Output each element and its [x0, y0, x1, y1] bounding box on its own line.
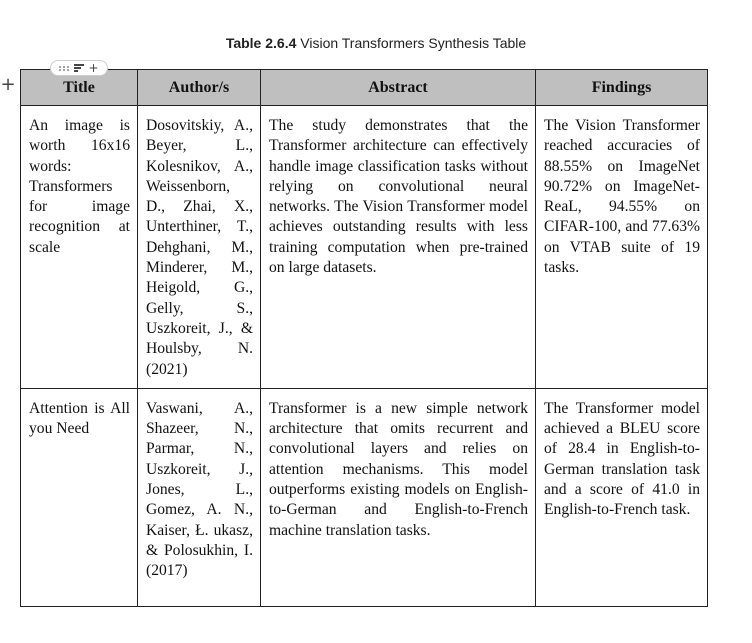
synthesis-table [20, 69, 708, 607]
column-handle[interactable] [50, 60, 108, 76]
caption-text: Vision Transformers Synthesis Table [296, 35, 527, 51]
column-options-icon[interactable] [74, 64, 84, 72]
table-caption [0, 35, 752, 51]
add-row-icon[interactable]: + [0, 74, 16, 95]
caption-label: Table 2.6.4 [225, 35, 297, 51]
add-column-icon[interactable]: + [88, 61, 99, 75]
header-abstract: Abstract [261, 70, 536, 106]
table-row [21, 388, 708, 606]
cell-findings[interactable]: The Transformer model achieved a BLEU score of 28.4 in English-to-German translation task and a score of 41.0 in English-to-French task. [536, 388, 708, 606]
cell-findings[interactable]: The Vision Transformer reached accuracies of 88.55% on ImageNet 90.72% on ImageNet-ReaL, 94.55% on CIFAR-100, and 77.63% on VTAB suite of 19 tasks. [536, 106, 708, 389]
table-row [21, 106, 708, 389]
header-row [21, 70, 708, 106]
cell-title[interactable]: An image is worth 16x16 words: Transformers for image recognition at scale [21, 106, 138, 389]
drag-handle-icon[interactable] [59, 66, 70, 71]
cell-title[interactable]: Attention is All you Need [21, 388, 138, 606]
cell-abstract[interactable]: The study demonstrates that the Transformer architecture can effectively handle image classification tasks without relying on convolutional neural networks. The Vision Transformer model achieves outstanding results with less training computation when pre-trained on large datasets. [261, 106, 536, 389]
header-findings: Findings [536, 70, 708, 106]
cell-abstract[interactable]: Transformer is a new simple network architecture that omits recurrent and convolutional layers and relies on attention mechanisms. This model outperforms existing models on English-to-German and English-to-French machine translation tasks. [261, 388, 536, 606]
cell-authors[interactable]: Vaswani, A., Shazeer, N., Parmar, N., Uszkoreit, J., Jones, L., Gomez, A. N., Kaiser, Ł. ukasz, & Polosukhin, I. (2017) [138, 388, 261, 606]
cell-authors[interactable]: Dosovitskiy, A., Beyer, L., Kolesnikov, A., Weissenborn, D., Zhai, X., Unterthiner, T., Dehghani, M., Minderer, M., Heigold, G., Gelly, S., Uszkoreit, J., & Houlsby, N. (2021) [138, 106, 261, 389]
header-authors: Author/s [138, 70, 261, 106]
header-title: Title [21, 70, 138, 106]
